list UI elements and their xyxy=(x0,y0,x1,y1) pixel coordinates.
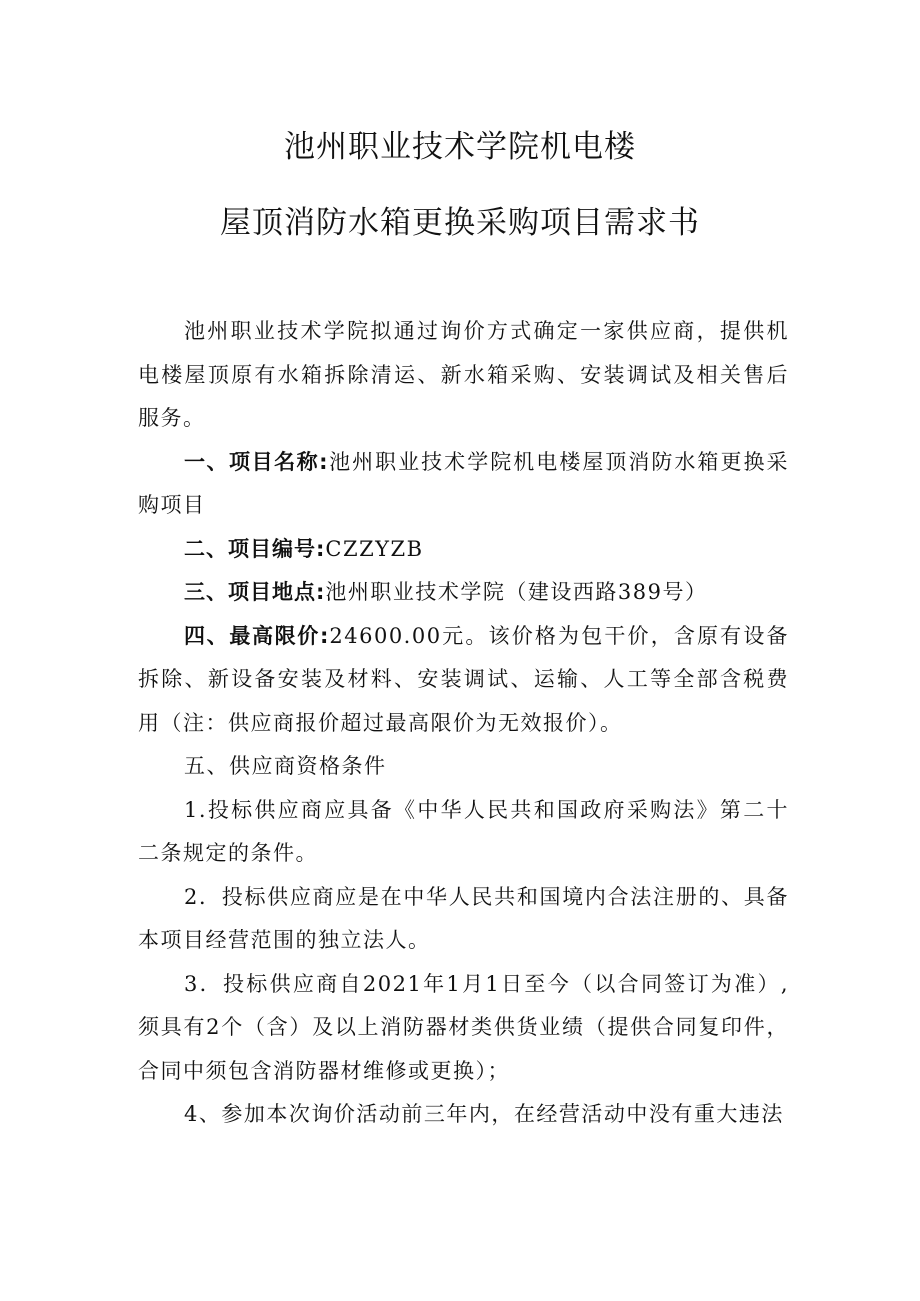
project-location-item xyxy=(138,571,789,615)
document-title-line-1: 池州职业技术学院机电楼 xyxy=(284,129,636,165)
intro-paragraph: 池州职业技术学院拟通过询价方式确定一家供应商，提供机电楼屋顶原有水箱拆除清运、新水箱采购、安装调试及相关售后服务。 xyxy=(138,319,789,430)
project-location-label: 三、项目地点: xyxy=(184,580,326,604)
max-price-item xyxy=(138,615,789,746)
project-code-value: CZZYZB xyxy=(325,536,424,561)
project-location-value: 池州职业技术学院（建设西路389号） xyxy=(325,580,708,604)
project-name-value: 池州职业技术学院机电楼屋顶消防水箱更换采购项目 xyxy=(138,449,790,517)
project-code-label: 二、项目编号: xyxy=(184,536,326,561)
project-name-item xyxy=(138,441,789,528)
qualification-heading: 五、供应商资格条件 xyxy=(184,754,387,778)
document-title-line-2: 屋顶消防水箱更换采购项目需求书 xyxy=(220,205,700,241)
qualification-condition-1: 1.投标供应商应具备《中华人民共和国政府采购法》第二十二条规定的条件。 xyxy=(138,797,789,865)
max-price-value: 24600.00元。该价格为包干价，含原有设备拆除、新设备安装及材料、安装调试、运输、人工等全部含税费用（注：供应商报价超过最高限价为无效报价）。 xyxy=(138,623,789,735)
qualification-condition-4: 4、参加本次询价活动前三年内，在经营活动中没有重大违法 xyxy=(184,1102,784,1126)
project-name-label: 一、项目名称: xyxy=(184,449,329,474)
document-body xyxy=(138,310,789,1137)
qualification-condition-3: 3．投标供应商自2021年1月1日至今（以合同签订为准）,须具有2个（含）及以上消防器材类供货业绩（提供合同复印件，合同中须包含消防器材维修或更换）； xyxy=(138,971,789,1083)
max-price-label: 四、最高限价: xyxy=(184,623,330,648)
project-code-item xyxy=(138,528,789,572)
qualification-condition-2: 2．投标供应商应是在中华人民共和国境内合法注册的、具备本项目经营范围的独立法人。 xyxy=(138,884,789,952)
